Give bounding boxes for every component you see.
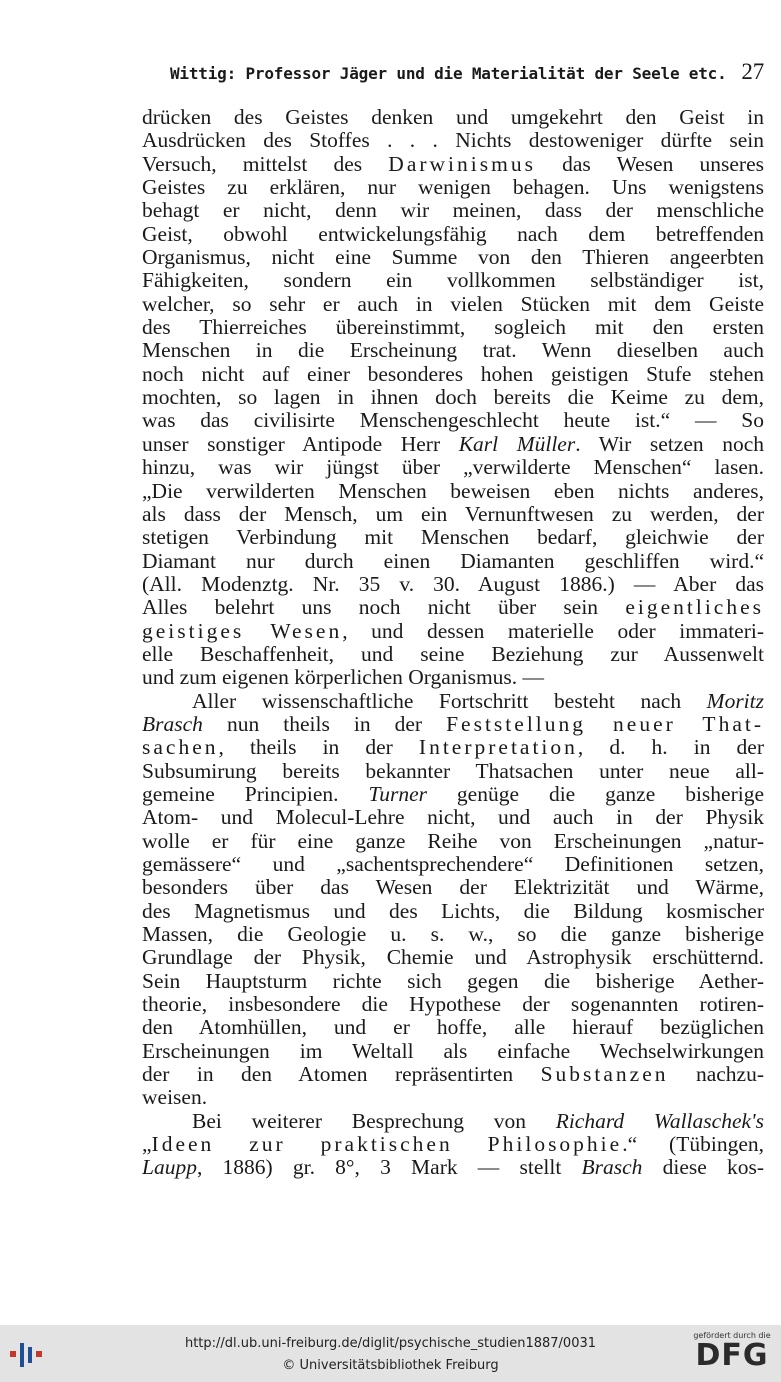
dfg-logo xyxy=(691,1331,773,1377)
text-line xyxy=(142,620,764,643)
text-line xyxy=(142,526,764,549)
text-run: , und dessen materielle oder immateri- xyxy=(342,619,764,643)
spaced-emphasis: geistiges Wesen xyxy=(142,619,343,643)
text-line xyxy=(142,1063,764,1086)
text-run: Fähigkeiten, sondern ein vollkommen selbständiger ist, xyxy=(142,269,764,293)
text-line xyxy=(142,713,764,736)
text-run: Geistes zu erklären, nur wenigen behagen. Uns wenigstens xyxy=(142,176,764,200)
text-run: unser sonstiger Antipode Herr xyxy=(142,432,459,456)
funding-note: gefördert durch die xyxy=(693,1331,771,1340)
text-line xyxy=(142,876,764,899)
text-run: welcher, so sehr er auch in vielen Stücken mit dem Geiste xyxy=(142,292,764,316)
spaced-emphasis: Ideen zur praktischen Philosophie xyxy=(151,1133,623,1157)
text-line xyxy=(142,900,764,923)
text-run: und zum eigenen körperlichen Organismus. — xyxy=(142,666,545,690)
text-line xyxy=(142,480,764,503)
text-run: „ xyxy=(142,1133,152,1157)
spaced-emphasis: sachen xyxy=(142,736,219,760)
italic-name: Laupp xyxy=(142,1156,197,1180)
text-run: gemässere“ und „sachentsprechendere“ Definitionen setzen, xyxy=(142,853,764,876)
spaced-emphasis: Darwinismus xyxy=(388,152,536,176)
text-run: nachzu- xyxy=(668,1063,764,1087)
text-line xyxy=(142,503,764,526)
text-run: . Wir setzen noch xyxy=(575,432,764,456)
text-line xyxy=(142,456,764,479)
text-run: „Die verwilderten Menschen beweisen eben nichts anderes, xyxy=(142,479,764,503)
text-run: Erscheinungen im Weltall als einfache Wechselwirkungen xyxy=(142,1039,764,1063)
italic-name: Brasch xyxy=(581,1156,643,1180)
text-line xyxy=(142,363,764,386)
text-run: Alles belehrt uns noch nicht über sein xyxy=(142,596,626,620)
text-line xyxy=(142,1156,764,1179)
text-run: Massen, die Geologie u. s. w., so die ganze bisherige xyxy=(142,923,764,947)
text-line xyxy=(142,1016,764,1039)
text-line xyxy=(142,573,764,596)
text-run: Sein Hauptsturm richte sich gegen die bisherige Aether- xyxy=(142,969,764,993)
text-line xyxy=(142,993,764,1016)
italic-name: Karl Müller xyxy=(458,432,576,456)
text-line xyxy=(142,596,764,619)
text-run: , theils in der xyxy=(218,736,419,760)
text-line xyxy=(142,293,764,316)
text-run: der in den Atomen repräsentirten xyxy=(142,1063,541,1087)
spaced-emphasis: Interpretation xyxy=(418,736,578,760)
text-run: Menschen in die Erscheinung trat. Wenn dieselben auch xyxy=(142,339,764,363)
text-line xyxy=(142,246,764,269)
text-line xyxy=(142,830,764,853)
text-run: Grundlage der Physik, Chemie und Astrophysik erschütternd. xyxy=(142,946,764,970)
text-run: als dass der Mensch, um ein Vernunftwesen zu werden, der xyxy=(142,502,764,526)
text-line xyxy=(142,223,764,246)
text-line xyxy=(142,316,764,339)
text-line xyxy=(142,1040,764,1063)
text-line xyxy=(142,690,764,713)
text-run: das Wesen unseres xyxy=(535,152,764,176)
text-line xyxy=(142,736,764,759)
text-run: Diamant nur durch einen Diamanten geschliffen wird.“ xyxy=(142,549,764,573)
text-run: (All. Modenztg. Nr. 35 v. 30. August 1886.) — Aber das xyxy=(142,572,764,596)
text-line xyxy=(142,853,764,876)
body-text xyxy=(142,106,764,1180)
italic-name: Richard Wallaschek's xyxy=(555,1109,764,1133)
text-run: des Thierreiches übereinstimmt, sogleich mit den ersten xyxy=(142,316,764,340)
text-run: Versuch, mittelst des xyxy=(142,152,389,176)
text-line xyxy=(142,386,764,409)
running-title: Wittig: Professor Jäger und die Materialität der Seele etc. xyxy=(170,64,727,83)
text-run: elle Beschaffenheit, und seine Beziehung zur Aussenwelt xyxy=(142,642,764,666)
spaced-emphasis: Substanzen xyxy=(540,1063,669,1087)
text-run: gemeine Principien. xyxy=(142,782,369,806)
italic-name: Turner xyxy=(368,782,427,806)
text-run: hinzu, was wir jüngst über „verwilderte Menschen“ lasen. xyxy=(142,456,764,480)
text-run: Atom- und Molecul-Lehre nicht, und auch in der Physik xyxy=(142,806,764,830)
text-line xyxy=(142,269,764,292)
copyright-notice: © Universitätsbibliothek Freiburg xyxy=(282,1358,499,1373)
text-run: drücken des Geistes denken und umgekehrt den Geist in xyxy=(142,106,764,129)
text-run: Aller wissenschaftliche Fortschritt besteht nach xyxy=(192,689,707,713)
text-run: weisen. xyxy=(142,1086,208,1110)
text-run: Bei weiterer Besprechung von xyxy=(192,1109,556,1133)
text-line xyxy=(142,783,764,806)
running-header xyxy=(170,59,764,88)
text-line xyxy=(142,153,764,176)
text-line xyxy=(142,970,764,993)
text-line xyxy=(142,199,764,222)
italic-name: Brasch xyxy=(142,712,203,736)
source-url[interactable]: http://dl.ub.uni-freiburg.de/diglit/psychische_studien1887/0031 xyxy=(184,1336,597,1351)
viewer-footer xyxy=(0,1325,781,1382)
text-line xyxy=(142,806,764,829)
text-line xyxy=(142,433,764,456)
text-line xyxy=(142,666,764,689)
text-line xyxy=(142,923,764,946)
text-run: stetigen Verbindung mit Menschen bedarf, gleichwie der xyxy=(142,526,764,550)
text-line xyxy=(142,176,764,199)
dfg-logo-icon: DFG xyxy=(695,1338,769,1373)
text-line xyxy=(142,643,764,666)
text-run: , 1886) gr. 8°, 3 Mark — stellt xyxy=(196,1156,582,1180)
text-run: was das civilisirte Menschengeschlecht heute ist.“ — So xyxy=(142,409,764,433)
page-number: 27 xyxy=(741,59,764,84)
text-line xyxy=(142,760,764,783)
text-run: theorie, insbesondere die Hypothese der sogenannten rotiren- xyxy=(142,993,764,1017)
text-run: Subsumirung bereits bekannter Thatsachen unter neue all- xyxy=(142,759,764,783)
text-run: wolle er für eine ganze Reihe von Erscheinungen „natur- xyxy=(142,829,764,853)
text-run: nun theils in der xyxy=(202,712,447,736)
text-run: Geist, obwohl entwickelungsfähig nach dem betreffenden xyxy=(142,222,764,246)
text-line xyxy=(142,1086,764,1109)
text-run: Organismus, nicht eine Summe von den Thieren angeerbten xyxy=(142,246,764,270)
text-run: , d. h. in der xyxy=(577,736,764,760)
text-run: genüge die ganze bisherige xyxy=(427,782,764,806)
text-line xyxy=(142,106,764,129)
text-line xyxy=(142,1110,764,1133)
text-line xyxy=(142,946,764,969)
spaced-emphasis: Feststellung neuer That- xyxy=(446,712,764,736)
text-line xyxy=(142,339,764,362)
text-run: behagt er nicht, denn wir meinen, dass der menschliche xyxy=(142,199,764,223)
text-run: des Magnetismus und des Lichts, die Bildung kosmischer xyxy=(142,899,764,923)
text-line xyxy=(142,129,764,152)
text-run: Ausdrücken des Stoffes . . . Nichts destoweniger dürfte sein xyxy=(142,129,764,153)
italic-name: Moritz xyxy=(706,689,764,713)
text-run: den Atomhüllen, und er hoffe, alle hierauf bezüglichen xyxy=(142,1016,764,1040)
text-run: .“ (Tübingen, xyxy=(622,1133,764,1157)
text-run: diese kos- xyxy=(642,1156,764,1180)
text-run: noch nicht auf einer besonderes hohen geistigen Stufe stehen xyxy=(142,362,764,386)
text-line xyxy=(142,1133,764,1156)
text-line xyxy=(142,409,764,432)
text-run: besonders über das Wesen der Elektrizität und Wärme, xyxy=(142,876,764,900)
spaced-emphasis: eigentliches xyxy=(625,596,764,620)
text-line xyxy=(142,550,764,573)
text-run: mochten, so lagen in ihnen doch bereits die Keime zu dem, xyxy=(142,386,764,410)
